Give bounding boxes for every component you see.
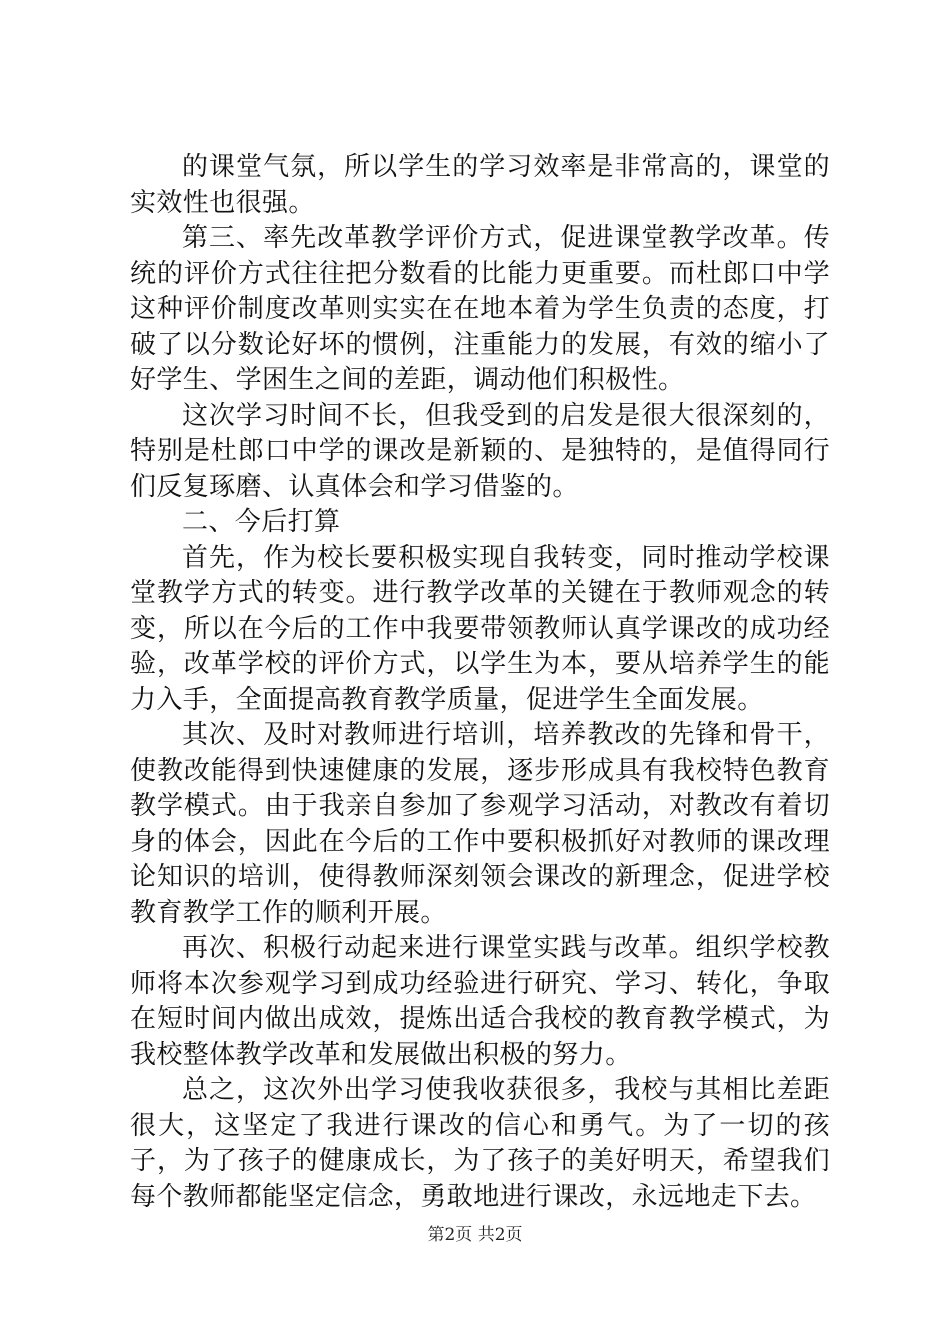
paragraph-first: 首先，作为校长要积极实现自我转变，同时推动学校课堂教学方式的转变。进行教学改革的关键在于教师观念的转变，所以在今后的工作中我要带领教师认真学课改的成功经验，改革学校的评价方式，以学生为本，要从培养学生的能力入手，全面提高教育教学质量，促进学生全面发展。: [130, 542, 830, 715]
paragraph-second: 其次、及时对教师进行培训，培养教改的先锋和骨干，使教改能得到快速健康的发展，逐步形成具有我校特色教育教学模式。由于我亲自参加了参观学习活动，对教改有着切身的体会，因此在今后的工作中要积极抓好对教师的课改理论知识的培训，使得教师深刻领会课改的新理念，促进学校教育教学工作的顺利开展。: [130, 720, 830, 928]
paragraph-evaluation-reform: 第三、率先改革教学评价方式，促进课堂教学改革。传统的评价方式往往把分数看的比能力更重要。而杜郎口中学这种评价制度改革则实实在在地本着为学生负责的态度，打破了以分数论好坏的惯例，注重能力的发展，有效的缩小了好学生、学困生之间的差距，调动他们积极性。: [130, 223, 830, 395]
paragraph-study-reflection: 这次学习时间不长，但我受到的启发是很大很深刻的，特别是杜郎口中学的课改是新颖的、是独特的，是值得同行们反复琢磨、认真体会和学习借鉴的。: [130, 400, 830, 502]
document-body: [130, 150, 830, 1215]
paragraph-conclusion: 总之，这次外出学习使我收获很多，我校与其相比差距很大，这坚定了我进行课改的信心和勇气。为了一切的孩子，为了孩子的健康成长，为了孩子的美好明天，希望我们每个教师都能坚定信念，勇敢地进行课改，永远地走下去。: [130, 1075, 830, 1212]
paragraph-third: 再次、积极行动起来进行课堂实践与改革。组织学校教师将本次参观学习到成功经验进行研究、学习、转化，争取在短时间内做出成效，提炼出适合我校的教育教学模式，为我校整体教学改革和发展做出积极的努力。: [130, 933, 830, 1070]
section-heading-future-plans: 二、今后打算: [182, 507, 341, 537]
paragraph-continuation: 的课堂气氛，所以学生的学习效率是非常高的，课堂的实效性也很强。: [130, 152, 830, 218]
page-number: 第2页 共2页: [427, 1225, 523, 1245]
